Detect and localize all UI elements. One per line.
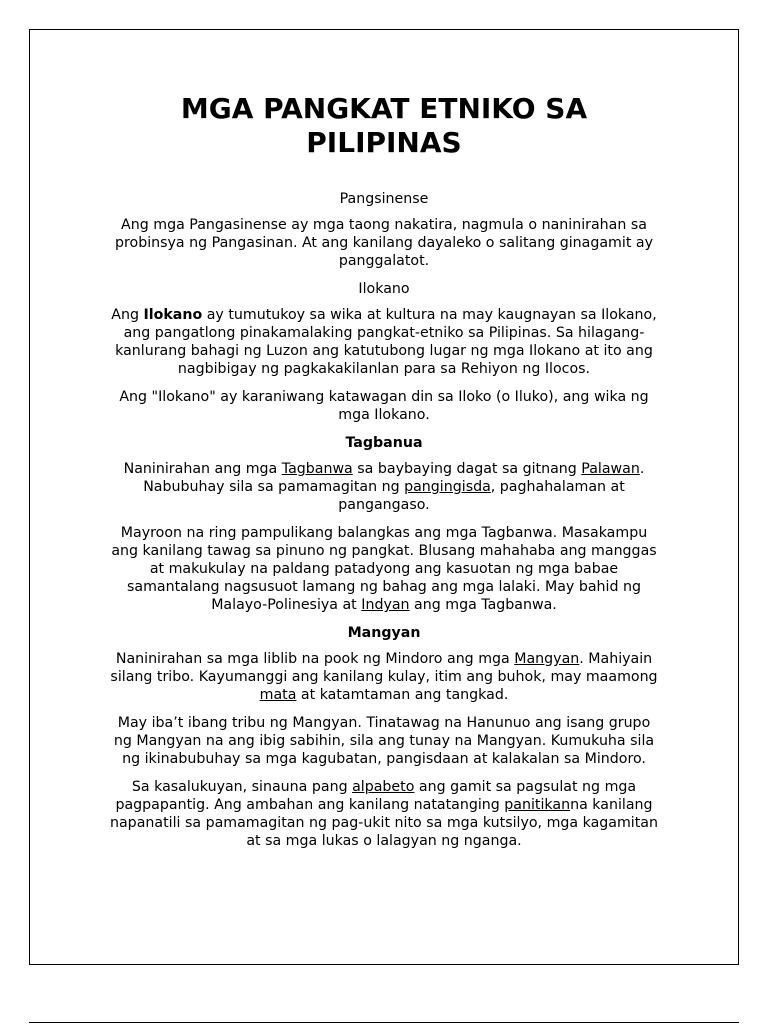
link-indyan[interactable]: Indyan (361, 597, 410, 613)
text-span: ay tumutukoy sa wika at kultura na may kaugnayan sa Ilokano, ang pangatlong pinakamalaking pangkat-etniko sa Pilipinas. Sa hilagang-kanlurang bahagi ng Luzon ang katutubong lugar ng mga Ilokano at ito ang nagbibigay ng pagkakakilanlan para sa Rehiyon ng Ilocos. (115, 307, 657, 377)
text-span: ang mga Tagbanwa. (409, 597, 557, 613)
link-palawan[interactable]: Palawan (581, 461, 640, 477)
paragraph-ilokano-2: Ang "Ilokano" ay karaniwang katawagan din sa Iloko (o Iluko), ang wika ng mga Ilokano. (119, 389, 649, 423)
paragraph-ilokano-1 (108, 306, 660, 378)
paragraph-mangyan-2: May iba’t ibang tribu ng Mangyan. Tinatawag na Hanunuo ang isang grupo ng Mangyan na ang ibig sabihin, sila ang tunay na Mangyan. Kumukuha sila ng ikinabubuhay sa mga kagubatan, pangisdaan at kalakalan sa Mindoro. (113, 715, 655, 767)
document-body (108, 92, 660, 860)
text-span: sa baybaying dagat sa gitnang (352, 461, 582, 477)
text-span: Sa kasalukuyan, sinauna pang (131, 779, 353, 795)
paragraph-tagbanua-1 (98, 460, 670, 514)
bold-term-ilokano: Ilokano (143, 307, 203, 323)
paragraph-pangasinense-1: Ang mga Pangasinense ay mga taong nakatira, nagmula o naninirahan sa probinsya ng Pangasinan. At ang kanilang dayaleko o salitang ginagamit ay panggalatot. (115, 217, 653, 269)
link-panitikan[interactable]: panitikan (504, 797, 571, 813)
link-pangingisda[interactable]: pangingisda (404, 479, 491, 495)
link-tagbanwa[interactable]: Tagbanwa (281, 461, 353, 477)
text-span: ang gamit sa pagsulat ng mga pagpapantig. Ang ambahan ang kanilang natatanging (115, 779, 637, 813)
section-heading-ilokano: Ilokano (358, 281, 410, 297)
section-heading-tagbanua: Tagbanua (345, 435, 423, 451)
document-title: MGA PANGKAT ETNIKO SA PILIPINAS (180, 92, 588, 159)
link-alpabeto[interactable]: alpabeto (352, 779, 415, 795)
link-mangyan[interactable]: Mangyan (514, 651, 580, 667)
text-span: , paghahalaman at pangangaso. (338, 479, 625, 513)
text-span: Naninirahan sa mga liblib na pook ng Mindoro ang mga (115, 651, 515, 667)
next-page-edge (29, 1022, 739, 1023)
link-mata[interactable]: mata (259, 687, 297, 703)
text-span: . Nabubuhay sila sa pamamagitan ng (143, 461, 645, 495)
text-span: at katamtaman ang tangkad. (296, 687, 509, 703)
text-span: Ang (111, 307, 144, 323)
text-span: Naninirahan ang mga (123, 461, 282, 477)
document-page (29, 29, 739, 965)
section-heading-pangasinense: Pangsinense (339, 191, 429, 207)
section-heading-mangyan: Mangyan (347, 625, 421, 641)
text-span: . Mahiyain silang tribo. Kayumanggi ang kanilang kulay, itim ang buhok, may maamong (110, 651, 658, 685)
paragraph-mangyan-1 (108, 650, 660, 704)
text-span: na kanilang napanatili sa pamamagitan ng pag-ukit nito sa mga kutsilyo, mga kagamitan at sa mga lukas o lalagyan ng nganga. (110, 797, 658, 849)
paragraph-tagbanua-2 (108, 524, 660, 614)
text-span: Mayroon na ring pampulikang balangkas ang mga Tagbanwa. Masakampu ang kanilang tawag sa pinuno ng pangkat. Blusang mahahaba ang manggas at makukulay na paldang patadyong ang kasuotan ng mga babae samantalang nagsusuot lamang ng bahag ang mga lalaki. May bahid ng Malayo-Polinesiya at (111, 525, 657, 613)
paragraph-mangyan-3 (108, 778, 660, 850)
